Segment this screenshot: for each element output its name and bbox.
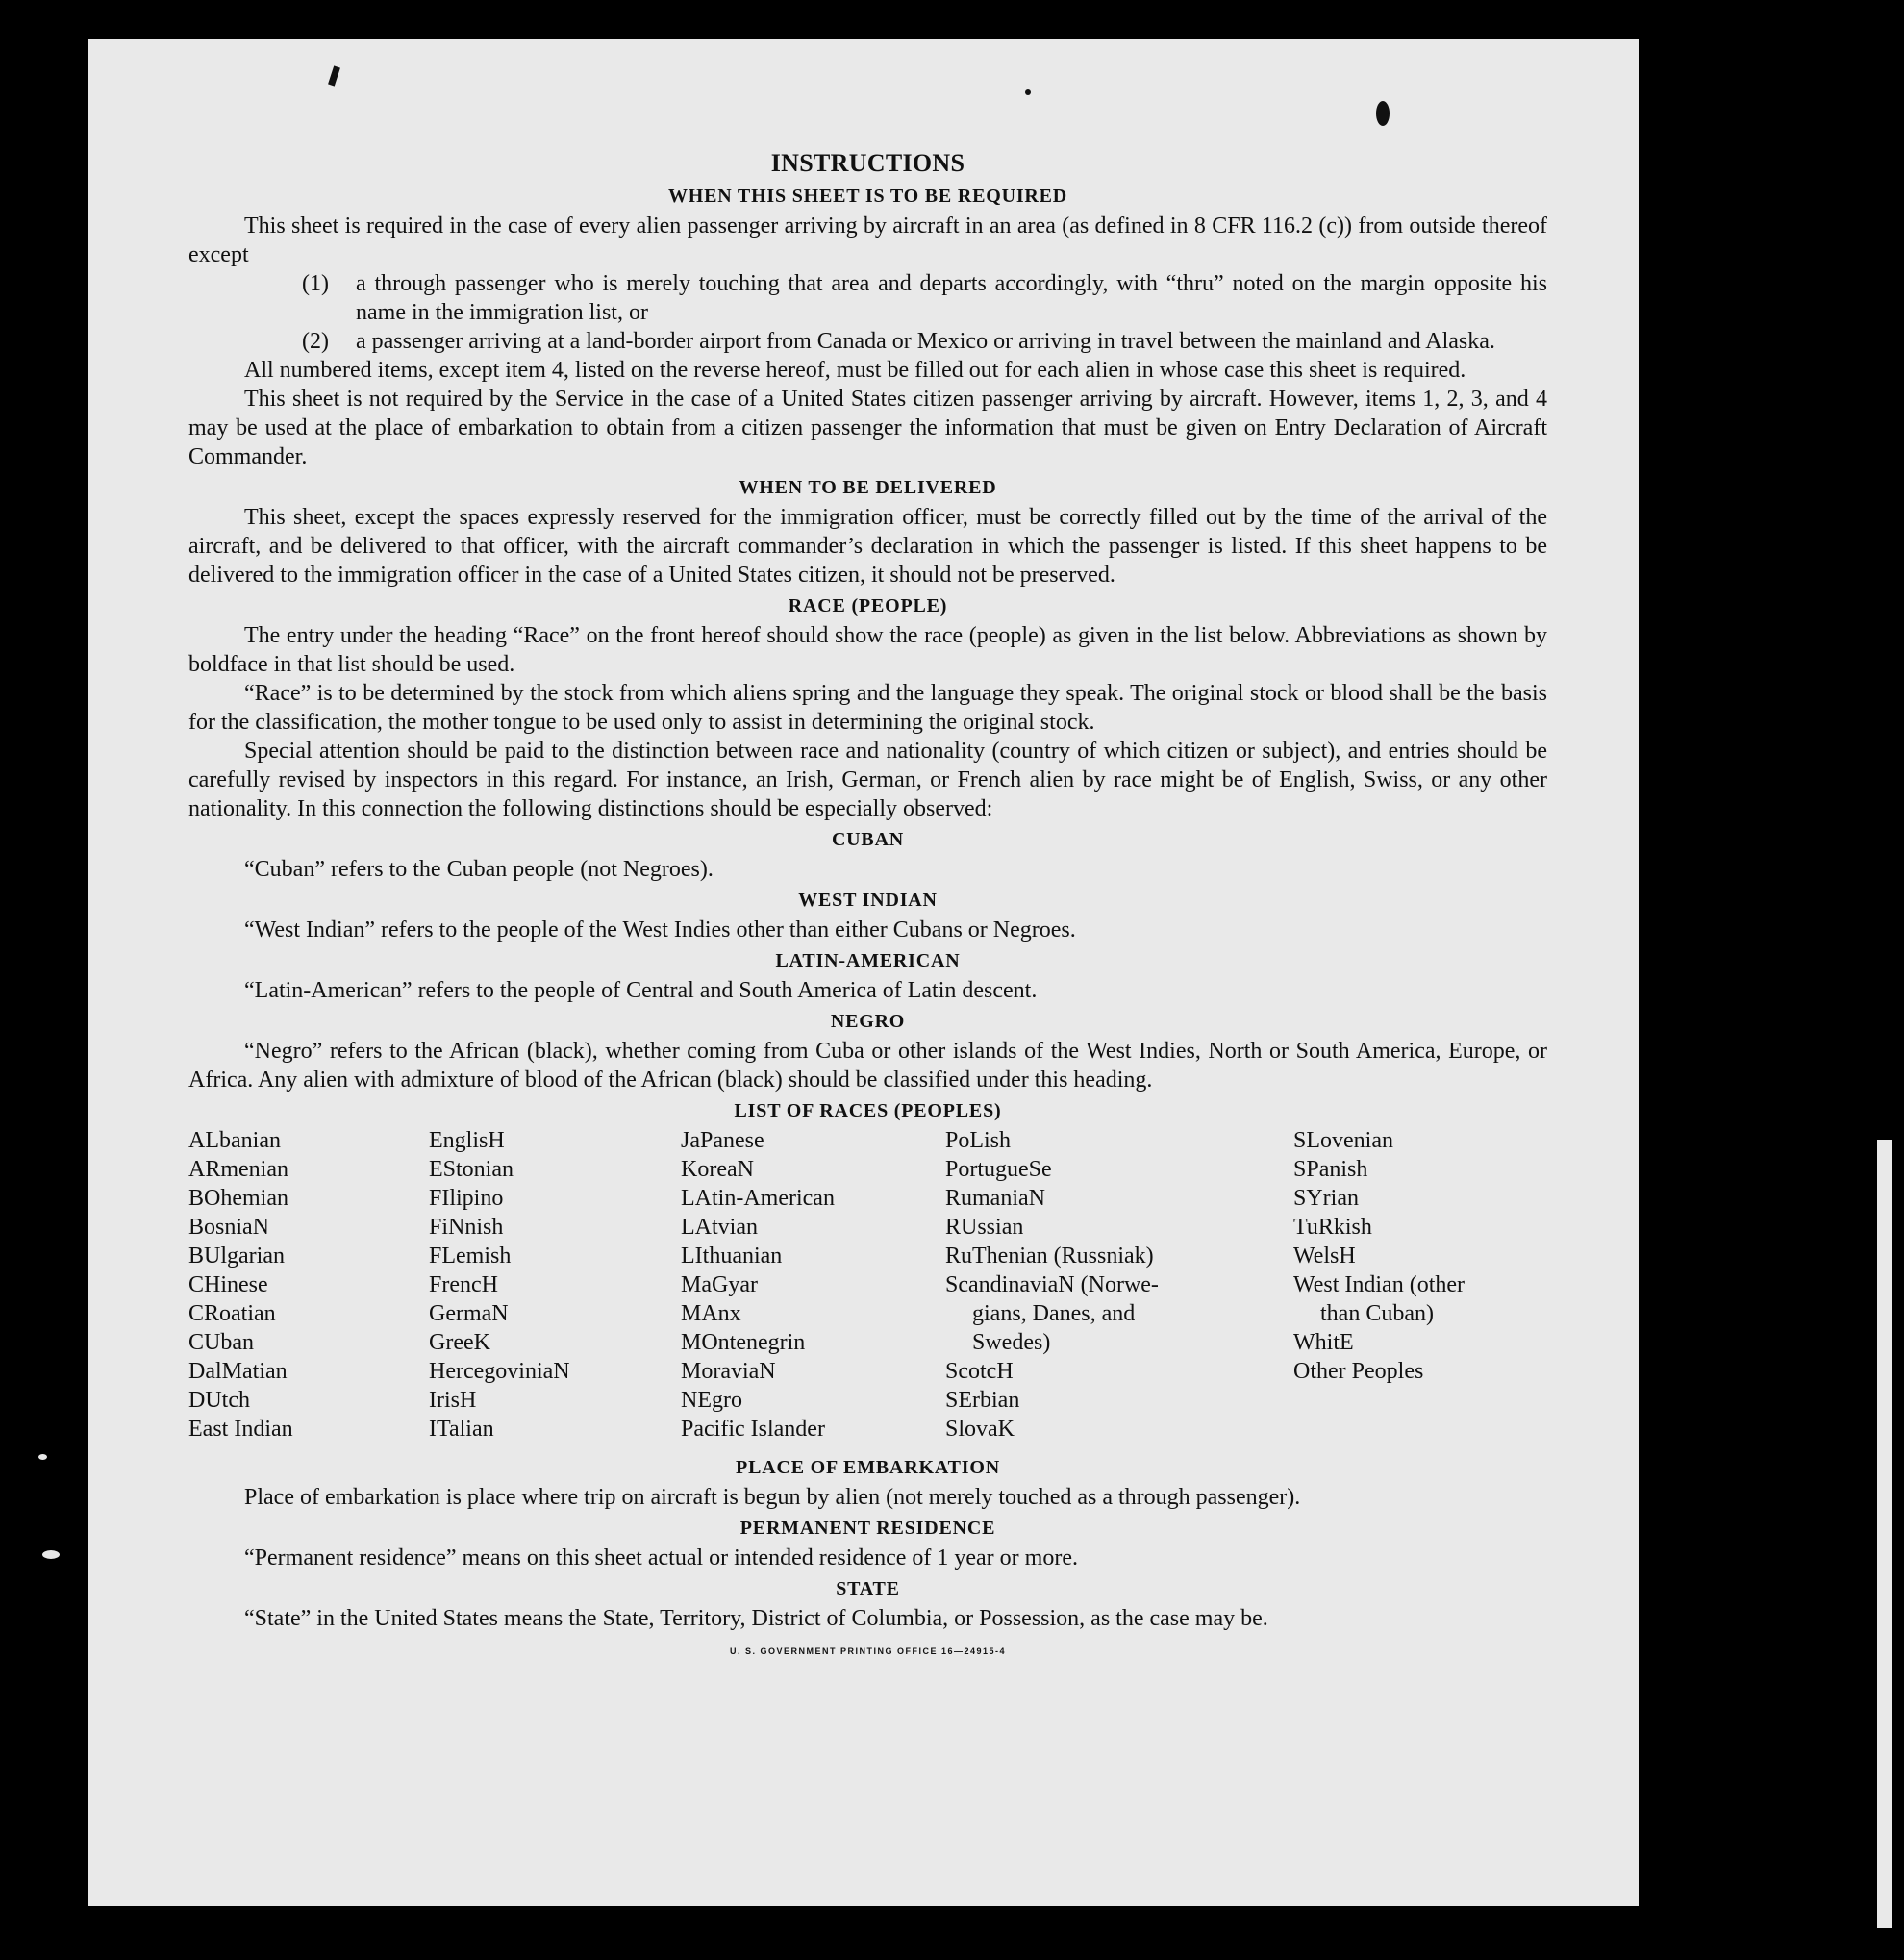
section-heading: STATE: [836, 1578, 900, 1599]
paragraph: “State” in the United States means the State, Territory, District of Columbia, or Possession, as the case may be.: [244, 1606, 1268, 1631]
paragraph: All numbered items, except item 4, listed on the reverse hereof, must be filled out for each alien in whose case this sheet is required.: [244, 358, 1466, 383]
document-page: [88, 39, 1639, 1906]
section-heading: RACE (PEOPLE): [788, 595, 948, 616]
race-item: FIlipino: [429, 1186, 504, 1211]
race-item: LIthuanian: [681, 1244, 783, 1269]
paragraph: “Cuban” refers to the Cuban people (not Negroes).: [244, 857, 714, 882]
printer-imprint: U. S. GOVERNMENT PRINTING OFFICE 16—24915-4: [729, 1646, 1007, 1656]
race-item: FrencH: [429, 1272, 498, 1297]
race-item: EStonian: [429, 1157, 514, 1182]
race-column: [681, 1126, 945, 1444]
race-item: RumaniaN: [945, 1186, 1045, 1211]
race-item: PortugueSe: [945, 1157, 1052, 1182]
section-heading: CUBAN: [831, 829, 905, 850]
race-item: ScandinaviaN (Norwe-: [945, 1272, 1159, 1297]
paragraph: This sheet, except the spaces expressly reserved for the immigration officer, must be correctly filled out by the time of the arrival of the aircraft, and be delivered to that officer, with the aircraft commander’s declaration in which the passenger is listed. If this sheet happens to be delivered to the immigration officer in the case of a United States citizen, it should not be preserved.: [188, 505, 1547, 588]
race-item: West Indian (other: [1293, 1272, 1466, 1297]
race-item: JaPanese: [681, 1128, 764, 1153]
race-item: Pacific Islander: [681, 1417, 825, 1442]
punch-mark: [1025, 89, 1031, 95]
race-item: ALbanian: [188, 1128, 281, 1153]
race-item: SYrian: [1293, 1186, 1359, 1211]
section-heading: LATIN-AMERICAN: [775, 950, 961, 971]
race-item: FiNnish: [429, 1215, 504, 1240]
race-item: DalMatian: [188, 1359, 288, 1384]
race-item: GermaN: [429, 1301, 509, 1326]
section-heading: WEST INDIAN: [798, 890, 938, 911]
item-number: (2): [302, 329, 329, 354]
race-item: SLovenian: [1293, 1128, 1393, 1153]
race-item: ITalian: [429, 1417, 494, 1442]
section-heading: PERMANENT RESIDENCE: [739, 1518, 996, 1539]
paragraph: “West Indian” refers to the people of the West Indies other than either Cubans or Negroes.: [244, 917, 1076, 942]
race-item: DUtch: [188, 1388, 250, 1413]
item-text: a through passenger who is merely touching that area and departs accordingly, with “thru” noted on the margin opposite his name in the immigration list, or: [356, 271, 1547, 325]
race-item: BOhemian: [188, 1186, 288, 1211]
race-item: MAnx: [681, 1301, 741, 1326]
paragraph: “Race” is to be determined by the stock from which aliens spring and the language they speak. The original stock or blood shall be the basis for the classification, the mother tongue to be used only to assist in determining the original stock.: [188, 681, 1547, 735]
race-item: EnglisH: [429, 1128, 505, 1153]
paragraph: “Permanent residence” means on this sheet actual or intended residence of 1 year or more.: [244, 1545, 1078, 1571]
race-item: TuRkish: [1293, 1215, 1372, 1240]
race-item: CUban: [188, 1330, 254, 1355]
section-heading: PLACE OF EMBARKATION: [736, 1457, 1000, 1478]
race-column: [429, 1126, 681, 1444]
race-item: LAtin-American: [681, 1186, 835, 1211]
race-item: ARmenian: [188, 1157, 288, 1182]
race-item: WelsH: [1293, 1244, 1356, 1269]
paragraph: This sheet is required in the case of every alien passenger arriving by aircraft in an area (as defined in 8 CFR 116.2 (c)) from outside thereof except: [188, 214, 1547, 267]
race-item: IrisH: [429, 1388, 477, 1413]
exception-list: [302, 269, 1547, 356]
race-column: [1293, 1126, 1547, 1444]
race-item: SErbian: [945, 1388, 1020, 1413]
race-item: MoraviaN: [681, 1359, 776, 1384]
race-item: GreeK: [429, 1330, 490, 1355]
punch-mark: [1376, 101, 1390, 126]
race-item: WhitE: [1293, 1330, 1354, 1355]
race-item: than Cuban): [1320, 1301, 1434, 1326]
scan-speck: [38, 1454, 47, 1460]
race-item: East Indian: [188, 1417, 293, 1442]
race-column: [188, 1126, 429, 1444]
scan-edge: [1877, 1140, 1892, 1928]
paragraph: Place of embarkation is place where trip on aircraft is begun by alien (not merely touched as a through passenger).: [244, 1485, 1301, 1510]
race-item: FLemish: [429, 1244, 512, 1269]
race-item: KoreaN: [681, 1157, 754, 1182]
list-item: [302, 269, 1547, 327]
race-item: BosniaN: [188, 1215, 269, 1240]
paragraph: “Negro” refers to the African (black), whether coming from Cuba or other islands of the West Indies, North or South America, Europe, or Africa. Any alien with admixture of blood of the African (black) should be classified under this heading.: [188, 1039, 1547, 1093]
race-item: ScotcH: [945, 1359, 1014, 1384]
race-item: HercegoviniaN: [429, 1359, 570, 1384]
race-item: gians, Danes, and: [972, 1301, 1136, 1326]
race-item: LAtvian: [681, 1215, 758, 1240]
paragraph: “Latin-American” refers to the people of Central and South America of Latin descent.: [244, 978, 1038, 1003]
punch-mark: [328, 65, 340, 86]
section-heading: NEGRO: [830, 1011, 906, 1032]
race-item: MaGyar: [681, 1272, 758, 1297]
list-item: [302, 327, 1547, 356]
section-heading: WHEN TO BE DELIVERED: [739, 477, 997, 498]
race-item: CHinese: [188, 1272, 268, 1297]
section-heading: WHEN THIS SHEET IS TO BE REQUIRED: [667, 186, 1068, 207]
race-item: SPanish: [1293, 1157, 1368, 1182]
race-item: NEgro: [681, 1388, 742, 1413]
race-list: [188, 1126, 1547, 1444]
item-text: a passenger arriving at a land-border airport from Canada or Mexico or arriving in travel between the mainland and Alaska.: [356, 329, 1495, 354]
section-heading: LIST OF RACES (PEOPLES): [734, 1100, 1002, 1121]
paragraph: This sheet is not required by the Service in the case of a United States citizen passenger arriving by aircraft. However, items 1, 2, 3, and 4 may be used at the place of embarkation to obtain from a citizen passenger the information that must be given on Entry Declaration of Aircraft Commander.: [188, 387, 1547, 469]
paragraph: Special attention should be paid to the distinction between race and nationality (country of which citizen or subject), and entries should be carefully revised by inspectors in this regard. For instance, an Irish, German, or French alien by race might be of English, Swiss, or any other nationality. In this connection the following distinctions should be especially observed:: [188, 739, 1547, 821]
race-item: SlovaK: [945, 1417, 1015, 1442]
page-title: INSTRUCTIONS: [770, 149, 965, 177]
race-item: RUssian: [945, 1215, 1024, 1240]
paragraph: The entry under the heading “Race” on the front hereof should show the race (people) as given in the list below. Abbreviations as shown by boldface in that list should be used.: [188, 623, 1547, 677]
race-item: CRoatian: [188, 1301, 276, 1326]
race-item: Other Peoples: [1293, 1359, 1424, 1384]
race-item: BUlgarian: [188, 1244, 285, 1269]
race-item: Swedes): [972, 1330, 1051, 1355]
scan-speck: [42, 1550, 60, 1559]
race-item: MOntenegrin: [681, 1330, 806, 1355]
race-item: RuThenian (Russniak): [945, 1244, 1154, 1269]
race-column: [945, 1126, 1293, 1444]
race-item: PoLish: [945, 1128, 1012, 1153]
item-number: (1): [302, 271, 329, 296]
